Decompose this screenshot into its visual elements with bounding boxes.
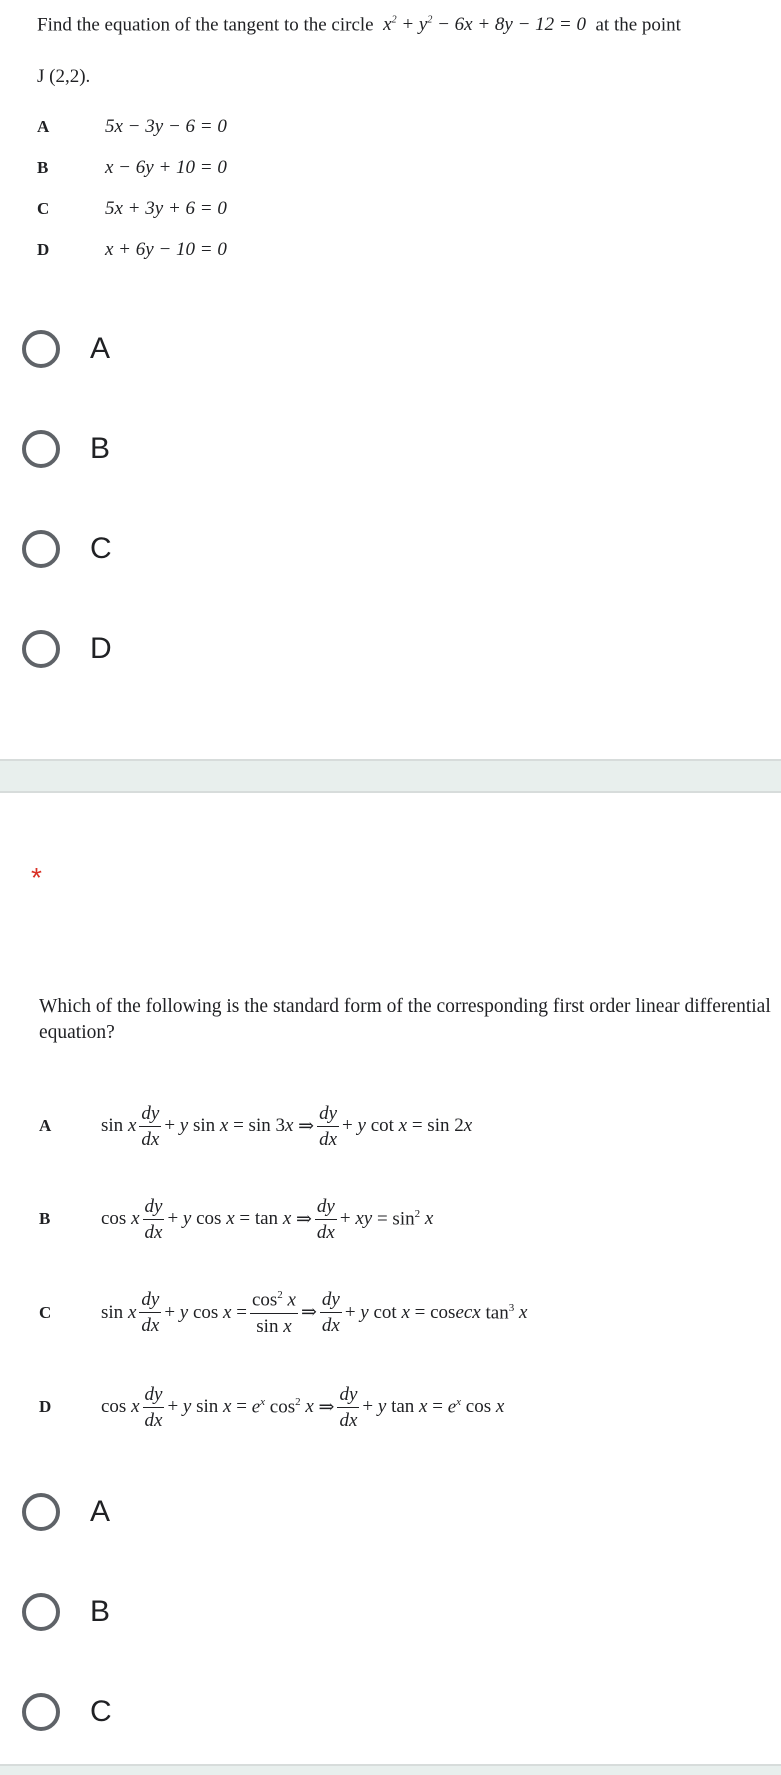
option-letter: B [39, 1209, 51, 1228]
choice-label: C [90, 1695, 112, 1728]
question-1-point: J (2,2). [37, 66, 91, 87]
required-asterisk: * [31, 862, 42, 893]
option-equation: sin x $\frac{dy}{dx}$ + y cos x = $\frac{\cos^2 x}{\text{sin x}}$ ⇒ $\frac{dy}{dx}$ + y cot x = cos ecx $\tan^3$ x [101, 1289, 528, 1337]
choice-label: A [90, 332, 111, 365]
option-letter: C [37, 199, 50, 218]
q2-choice-a[interactable] [22, 1487, 322, 1537]
q2-option-d [39, 1371, 504, 1443]
option-equation: x − 6y + 10 = 0 [105, 157, 227, 178]
radio-button[interactable] [22, 330, 60, 368]
choice-label: B [90, 432, 111, 465]
option-equation: sin x $\frac{dy}{dx}$ + y sin x = sin 3 x ⇒ $\frac{dy}{dx}$ + y cot x = sin 2 x [101, 1102, 473, 1150]
question-1-text [37, 8, 777, 38]
q1-choice-b[interactable] [22, 424, 322, 474]
q2-choice-b[interactable] [22, 1587, 322, 1637]
q1-choice-a[interactable] [22, 324, 322, 374]
question-2-text: Which of the following is the standard form of the corresponding first order linear differential equation? [39, 996, 771, 1043]
choice-label: A [90, 1495, 111, 1528]
option-equation: 5x + 3y + 6 = 0 [105, 198, 227, 219]
option-equation: cos x $\frac{dy}{dx}$ + y cos x = tan x ⇒ $\frac{dy}{dx}$ + xy = $\sin^2$ x [101, 1195, 434, 1243]
question-separator [0, 759, 781, 793]
q2-choice-c[interactable] [22, 1687, 322, 1737]
option-equation: 5x − 3y − 6 = 0 [105, 116, 227, 137]
option-letter: D [39, 1397, 52, 1416]
radio-button[interactable] [22, 1693, 60, 1731]
radio-button[interactable] [22, 430, 60, 468]
q2-option-b [39, 1183, 433, 1255]
q1-choice-c[interactable] [22, 524, 322, 574]
choice-label: D [90, 632, 112, 665]
question-1-prefix: Find the equation of the tangent to the circle [37, 14, 374, 36]
circle-equation: $x^2 + y^2 - 6x + 8y - 12 = 0$ [378, 14, 591, 36]
radio-button[interactable] [22, 630, 60, 668]
choice-label: B [90, 1595, 111, 1628]
option-equation: x + 6y − 10 = 0 [105, 239, 227, 260]
radio-button[interactable] [22, 1593, 60, 1631]
option-letter: A [39, 1116, 52, 1135]
option-letter: C [39, 1303, 52, 1322]
q1-choice-d[interactable] [22, 624, 322, 674]
radio-button[interactable] [22, 1493, 60, 1531]
choice-label: C [90, 532, 112, 565]
option-letter: D [37, 240, 50, 259]
option-equation: cos x $\frac{dy}{dx}$ + y sin x = $e^x$ $\cos^2$ x ⇒ $\frac{dy}{dx}$ + y tan x = $e^x$ cos x [101, 1383, 505, 1431]
option-letter: A [37, 117, 50, 136]
q2-option-a [39, 1090, 472, 1162]
radio-button[interactable] [22, 530, 60, 568]
option-letter: B [37, 158, 49, 177]
bottom-separator [0, 1764, 781, 1775]
q2-option-c [39, 1277, 527, 1349]
question-1-suffix: at the point [595, 14, 681, 36]
